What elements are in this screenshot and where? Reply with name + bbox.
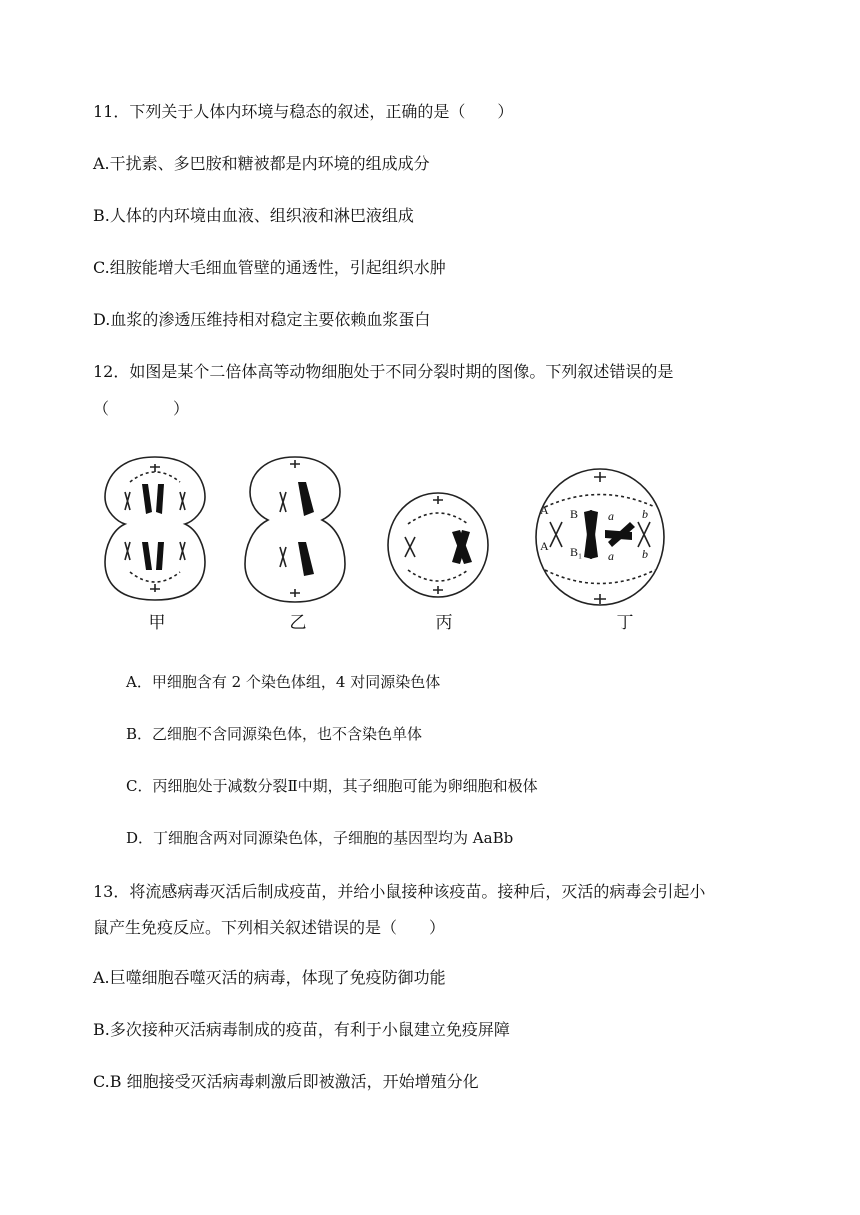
q12-option-a: A．甲细胞含有 2 个染色体组，4 对同源染色体 [126, 673, 441, 691]
q11-option-c: C.组胺能增大毛细血管壁的通透性，引起组织水肿 [93, 258, 446, 277]
q13-stem-line1: 13．将流感病毒灭活后制成疫苗，并给小鼠接种该疫苗。接种后，灭活的病毒会引起小 [93, 882, 706, 901]
ding-letter-b-top: b [642, 507, 648, 521]
q13-stem-line2: 鼠产生免疫反应。下列相关叙述错误的是（ ） [93, 918, 446, 937]
q12-option-b: B．乙细胞不含同源染色体，也不含染色单体 [126, 725, 423, 743]
q12-stem-line1: 12．如图是某个二倍体高等动物细胞处于不同分裂时期的图像。下列叙述错误的是 [93, 362, 674, 381]
ding-letter-a-top: a [608, 509, 614, 523]
ding-letter-A-top: A [540, 503, 549, 517]
q11-option-d: D.血浆的渗透压维持相对稳定主要依赖血浆蛋白 [93, 310, 431, 329]
figure-label-yi: 乙 [289, 613, 307, 633]
q12-option-d: D．丁细胞含两对同源染色体，子细胞的基因型均为 AaBb [126, 829, 514, 847]
q11-option-b: B.人体的内环境由血液、组织液和淋巴液组成 [93, 206, 414, 225]
q13-option-a: A.巨噬细胞吞噬灭活的病毒，体现了免疫防御功能 [93, 968, 446, 987]
cell-division-figure [100, 452, 670, 642]
q12-stem-line2: （ ） [93, 399, 190, 418]
figure-label-bing: 丙 [435, 613, 453, 633]
ding-letter-b-bottom: b [642, 547, 648, 561]
figure-label-ding: 丁 [616, 613, 634, 633]
cell-bing [388, 493, 488, 597]
q13-option-b: B.多次接种灭活病毒制成的疫苗，有利于小鼠建立免疫屏障 [93, 1020, 510, 1039]
ding-letter-B-top: B [570, 507, 579, 521]
q12-option-c: C．丙细胞处于减数分裂Ⅱ中期，其子细胞可能为卵细胞和极体 [126, 777, 538, 795]
ding-letter-A-bottom: A [540, 539, 549, 553]
figure-label-jia: 甲 [148, 613, 166, 633]
cell-ding [536, 469, 664, 605]
q13-option-c: C.B 细胞接受灭活病毒刺激后即被激活，开始增殖分化 [93, 1072, 479, 1091]
cell-yi [245, 457, 345, 602]
ding-letter-a-bottom: a [608, 549, 614, 563]
q11-option-a: A.干扰素、多巴胺和糖被都是内环境的组成成分 [93, 154, 430, 173]
ding-letter-B1: B₁ [570, 545, 583, 559]
q11-stem: 11．下列关于人体内环境与稳态的叙述，正确的是（ ） [93, 102, 514, 121]
cell-jia [105, 457, 205, 600]
